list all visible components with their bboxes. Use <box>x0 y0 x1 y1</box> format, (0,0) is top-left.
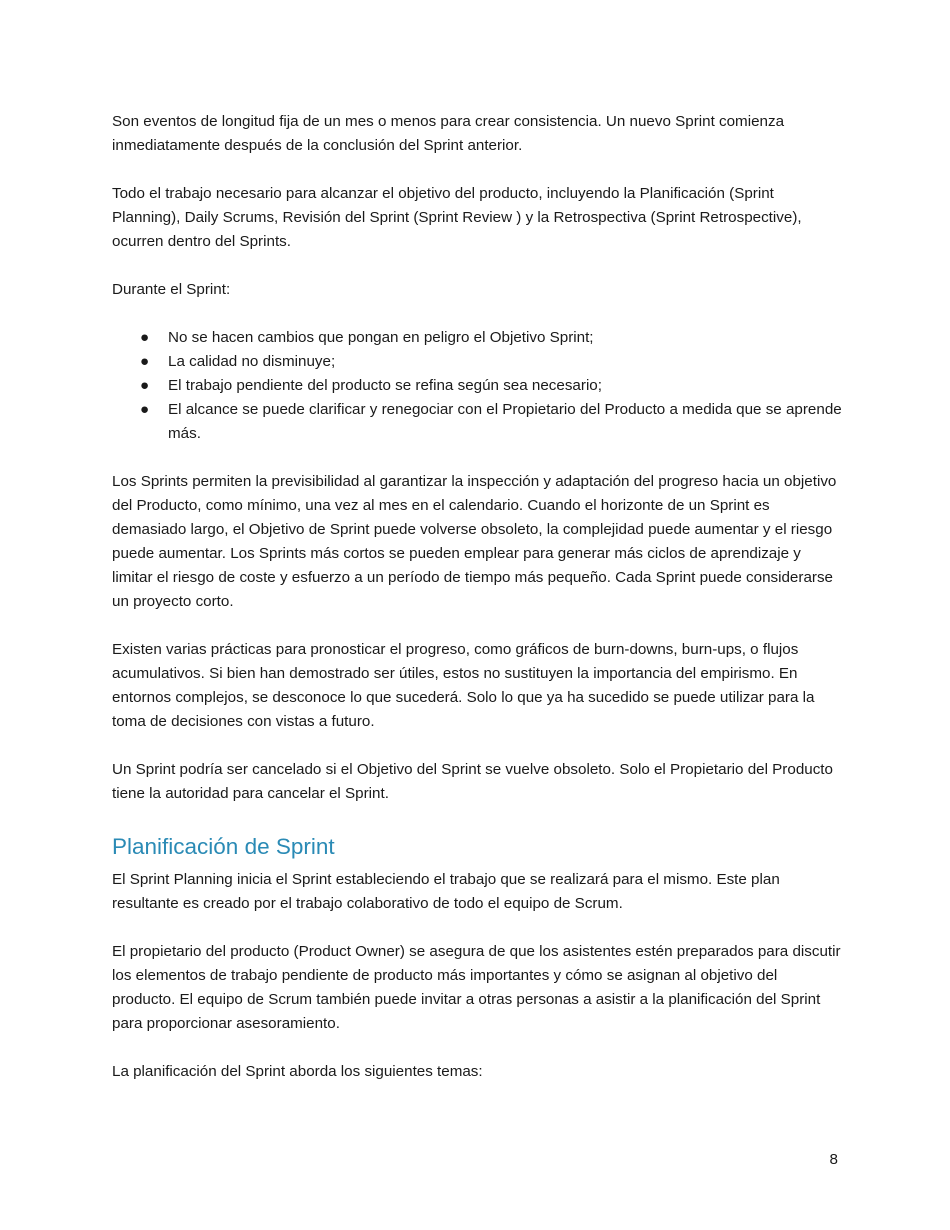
list-item <box>112 350 842 374</box>
paragraph-sprint-length: Son eventos de longitud fija de un mes o menos para crear consistencia. Un nuevo Sprint comienza inmediatamente después de la conclusión del Sprint anterior. <box>112 113 785 154</box>
list-item-text: La calidad no disminuye; <box>168 353 336 370</box>
bullet-icon: ● <box>140 353 150 370</box>
paragraph-product-owner: El propietario del producto (Product Owner) se asegura de que los asistentes estén preparados para discutir los elementos de trabajo pendiente de producto más importantes y cómo se asignan al objetivo del producto. El equipo de Scrum también puede invitar a otras personas a asistir a la planificación del Sprint para proporcionar asesoramiento. <box>112 943 841 1032</box>
paragraph-planning-topics: La planificación del Sprint aborda los siguientes temas: <box>112 1063 483 1080</box>
bullet-list <box>112 326 842 446</box>
list-item <box>112 326 842 350</box>
list-item-text: No se hacen cambios que pongan en peligro el Objetivo Sprint; <box>168 329 594 346</box>
document-page <box>112 110 842 1108</box>
paragraph-sprint-events: Todo el trabajo necesario para alcanzar el objetivo del producto, incluyendo la Planificación (Sprint Planning), Daily Scrums, Revisión del Sprint (Sprint Review ) y la Retrospectiva (Sprint Retrospective), ocurren dentro del Sprints. <box>112 185 802 250</box>
page-number: 8 <box>829 1151 838 1168</box>
list-item-text: El trabajo pendiente del producto se refina según sea necesario; <box>168 377 602 394</box>
paragraph-cancellation: Un Sprint podría ser cancelado si el Objetivo del Sprint se vuelve obsoleto. Solo el Propietario del Producto tiene la autoridad para cancelar el Sprint. <box>112 761 833 802</box>
list-item <box>112 374 842 398</box>
list-item <box>112 398 842 446</box>
paragraph-during-sprint: Durante el Sprint: <box>112 281 231 298</box>
paragraph-forecasting: Existen varias prácticas para pronosticar el progreso, como gráficos de burn-downs, burn-ups, o flujos acumulativos. Si bien han demostrado ser útiles, estos no sustituyen la importancia del empirismo. En entornos complejos, se desconoce lo que sucederá. Solo lo que ya ha sucedido se puede utilizar para la toma de decisiones con vistas a futuro. <box>112 641 815 730</box>
paragraph-predictability: Los Sprints permiten la previsibilidad al garantizar la inspección y adaptación del progreso hacia un objetivo del Producto, como mínimo, una vez al mes en el calendario. Cuando el horizonte de un Sprint es demasiado largo, el Objetivo de Sprint puede volverse obsoleto, la complejidad puede aumentar y el riesgo puede aumentar. Los Sprints más cortos se pueden emplear para generar más ciclos de aprendizaje y limitar el riesgo de coste y esfuerzo a un período de tiempo más pequeño. Cada Sprint puede considerarse un proyecto corto. <box>112 473 837 610</box>
bullet-icon: ● <box>140 377 150 394</box>
section-heading: Planificación de Sprint <box>112 834 335 859</box>
bullet-icon: ● <box>140 329 150 346</box>
list-item-text: El alcance se puede clarificar y renegociar con el Propietario del Producto a medida que se aprende más. <box>168 401 842 442</box>
bullet-icon: ● <box>140 401 150 418</box>
paragraph-sprint-planning-intro: El Sprint Planning inicia el Sprint estableciendo el trabajo que se realizará para el mismo. Este plan resultante es creado por el trabajo colaborativo de todo el equipo de Scrum. <box>112 871 780 912</box>
